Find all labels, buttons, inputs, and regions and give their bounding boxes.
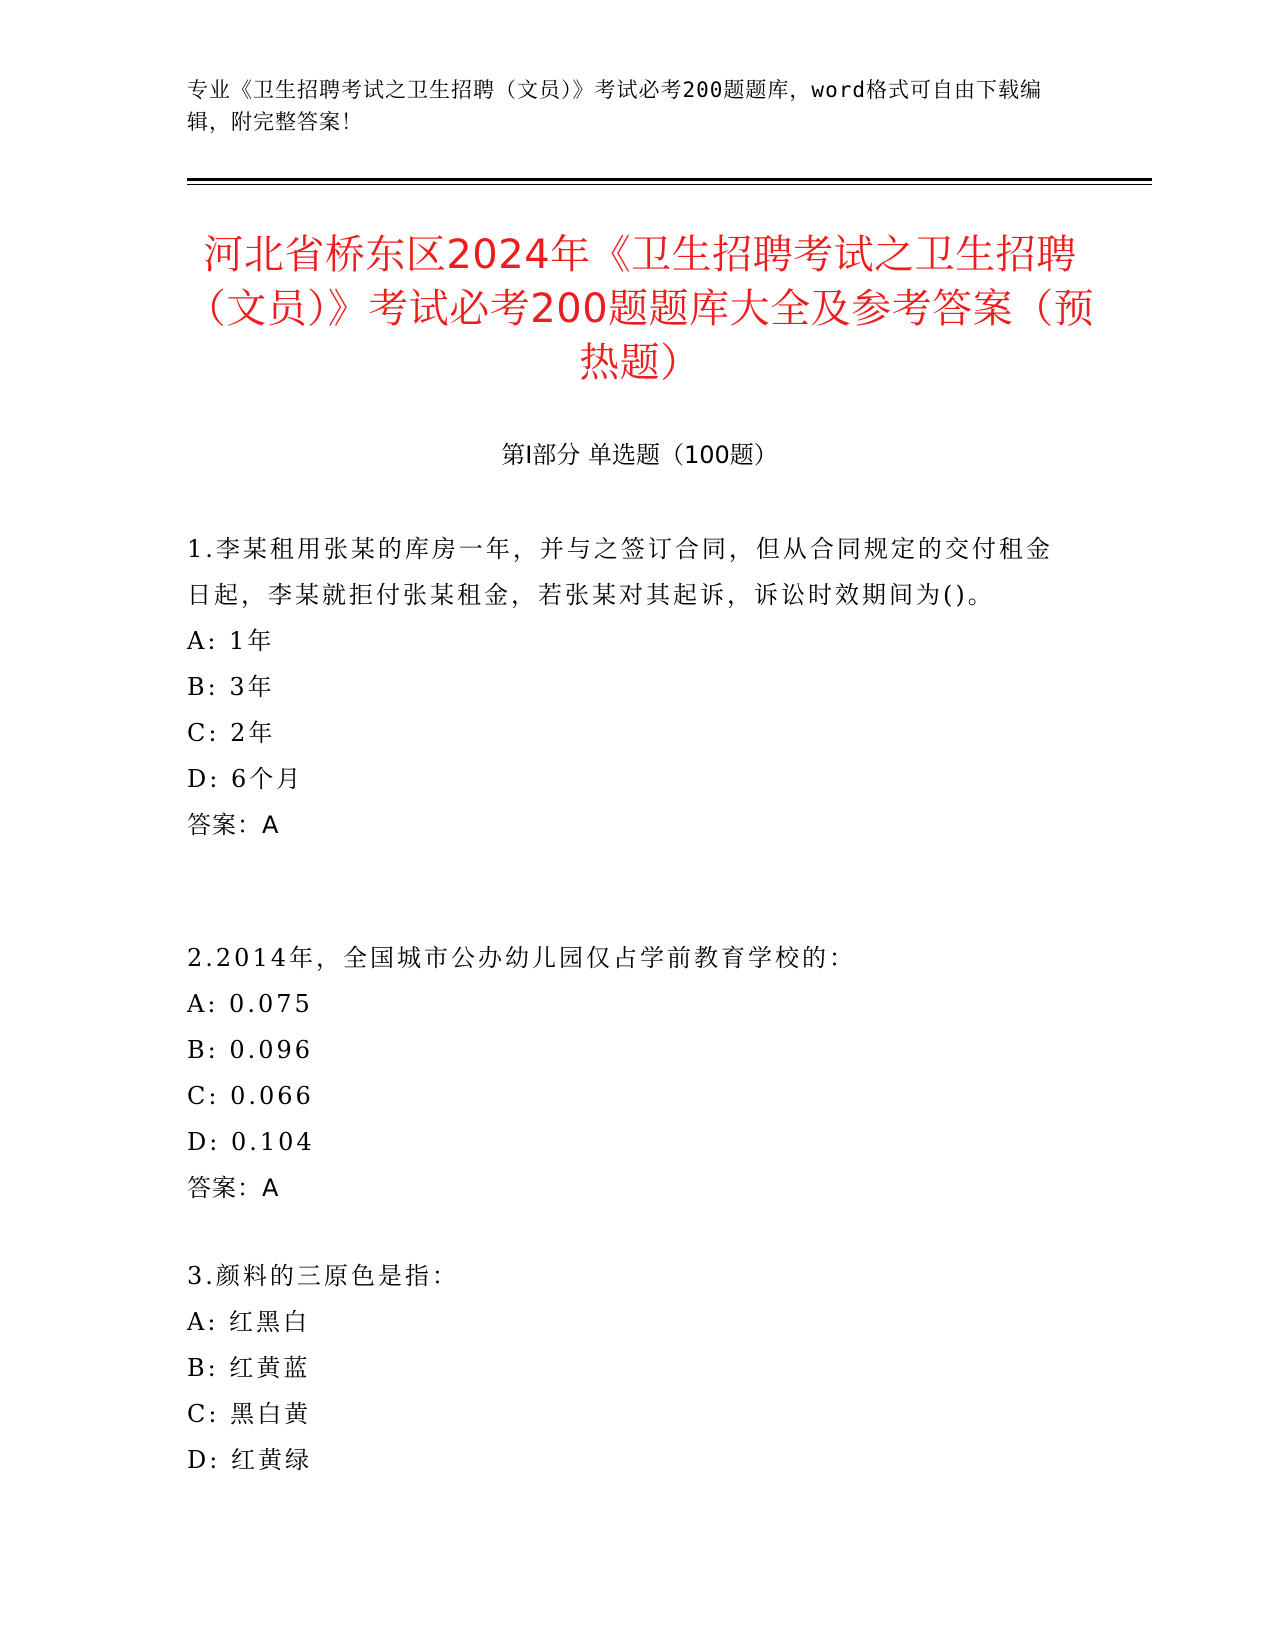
option-a: A: 0.075 <box>187 990 313 1018</box>
answer: 答案：A <box>187 811 280 839</box>
answer: 答案：A <box>187 1174 280 1202</box>
section-title: 第I部分 单选题（100题） <box>501 441 778 469</box>
option-c: C: 0.066 <box>187 1082 314 1110</box>
header-rule-thick <box>187 178 1152 181</box>
option-a: A: 红黑白 <box>187 1308 311 1336</box>
option-d: D: 红黄绿 <box>187 1446 312 1474</box>
option-d: D: 6个月 <box>187 765 304 793</box>
option-c: C: 2年 <box>187 719 276 747</box>
option-b: B: 0.096 <box>187 1036 314 1064</box>
question-text: 1.李某租用张某的库房一年，并与之签订合同，但从合同规定的交付租金日起，李某就拒付张某租金，若张某对其起诉，诉讼时效期间为()。 <box>187 535 1053 609</box>
option-b: B: 3年 <box>187 673 275 701</box>
option-b: B: 红黄蓝 <box>187 1354 311 1382</box>
question-text: 2.2014年，全国城市公办幼儿园仅占学前教育学校的： <box>187 944 856 972</box>
header-note: 专业《卫生招聘考试之卫生招聘（文员）》考试必考200题题库，word格式可自由下载编辑，附完整答案！ <box>187 78 1042 134</box>
question-2 <box>187 935 1067 1211</box>
header-rule-thin <box>187 184 1152 185</box>
option-a: A: 1年 <box>187 627 275 655</box>
option-d: D: 0.104 <box>187 1128 315 1156</box>
question-1 <box>187 526 1067 848</box>
question-text: 3.颜料的三原色是指： <box>187 1262 459 1290</box>
document-title: 河北省桥东区2024年《卫生招聘考试之卫生招聘（文员）》考试必考200题题库大全及参考答案（预热题） <box>185 232 1095 386</box>
question-3 <box>187 1253 1067 1483</box>
option-c: C: 黑白黄 <box>187 1400 312 1428</box>
